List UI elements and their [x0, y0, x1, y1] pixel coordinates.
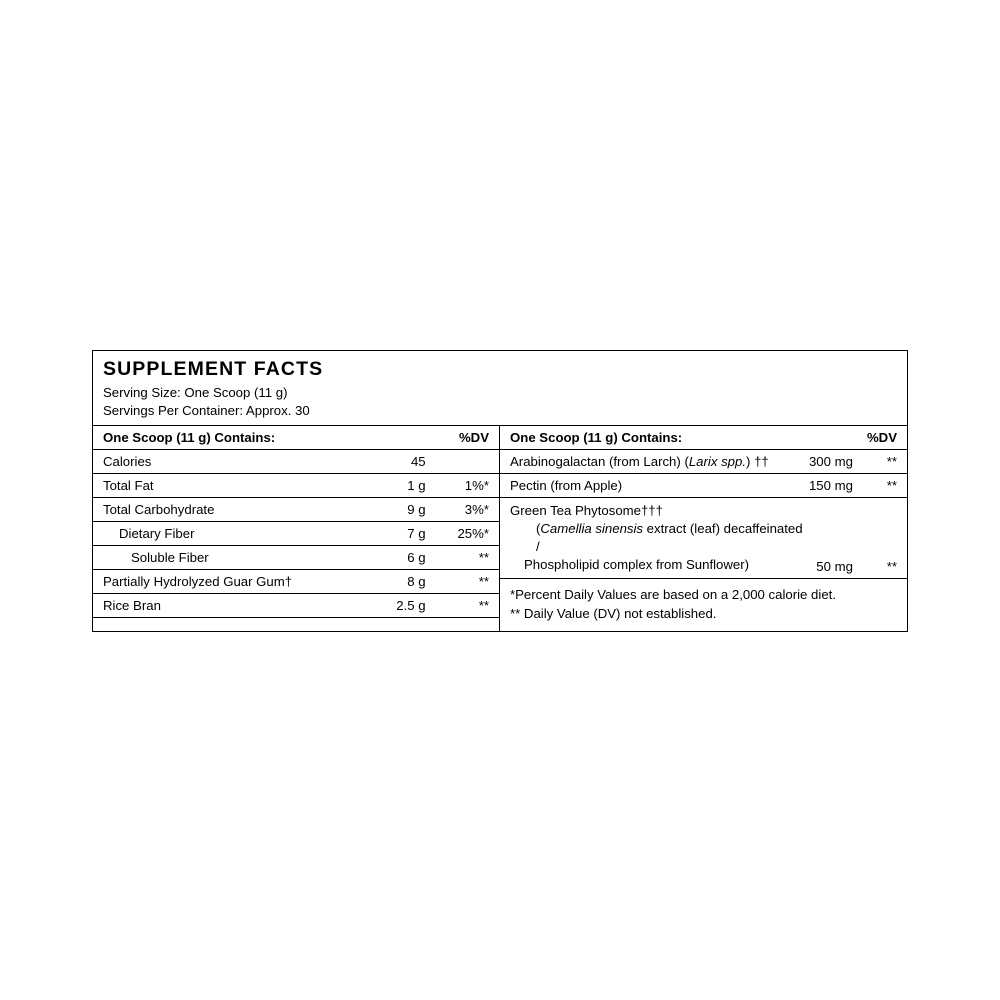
- green-tea-dv: **: [867, 498, 907, 579]
- facts-table-left: [93, 426, 499, 618]
- nutrient-dv: [440, 450, 499, 474]
- nutrient-amount: 8 g: [378, 570, 440, 594]
- green-tea-line2-rest: extract (leaf) decaffeinated /: [536, 521, 803, 555]
- table-row: [500, 450, 907, 474]
- header-dv-label: %DV: [867, 426, 907, 450]
- nutrient-dv: 3%*: [440, 498, 499, 522]
- table-row: [93, 450, 499, 474]
- nutrient-name: Soluble Fiber: [93, 546, 378, 570]
- table-header-row: [500, 426, 907, 450]
- nutrient-name: Total Fat: [93, 474, 378, 498]
- nutrient-amount: 2.5 g: [378, 594, 440, 618]
- table-row: [93, 474, 499, 498]
- footnote-daily-values: *Percent Daily Values are based on a 2,000 calorie diet.: [510, 587, 836, 603]
- ingredient-name-part2: ) ††: [746, 454, 769, 470]
- nutrient-amount: 45: [378, 450, 440, 474]
- table-row: [93, 546, 499, 570]
- header-amount-spacer: [378, 426, 440, 450]
- panel-header: [93, 351, 907, 425]
- header-dv-label: %DV: [440, 426, 499, 450]
- ingredient-name: [500, 450, 809, 474]
- nutrient-amount: 6 g: [378, 546, 440, 570]
- green-tea-amount: 50 mg: [809, 498, 867, 579]
- nutrient-name: Calories: [93, 450, 378, 474]
- footnote-dv-not-established: ** Daily Value (DV) not established.: [510, 606, 717, 622]
- supplement-facts-panel: [92, 350, 908, 632]
- green-tea-line1: Green Tea Phytosome†††: [510, 503, 663, 519]
- footnotes-block: [500, 579, 907, 631]
- ingredient-name-italic: Larix spp.: [688, 454, 747, 470]
- ingredient-amount: 300 mg: [809, 450, 867, 474]
- panel-title: SUPPLEMENT FACTS: [103, 358, 324, 380]
- nutrient-name: Dietary Fiber: [93, 522, 378, 546]
- serving-size: Serving Size: One Scoop (11 g): [103, 385, 288, 401]
- green-tea-paren-open: (: [536, 521, 541, 537]
- header-amount-spacer: [809, 426, 867, 450]
- nutrient-name: Rice Bran: [93, 594, 378, 618]
- nutrient-dv: **: [440, 546, 499, 570]
- nutrient-dv: 25%*: [440, 522, 499, 546]
- ingredient-amount: 150 mg: [809, 474, 867, 498]
- facts-column-right: [500, 426, 907, 631]
- table-row: [500, 474, 907, 498]
- green-tea-botanical: Camellia sinensis: [540, 521, 644, 537]
- nutrient-dv: **: [440, 570, 499, 594]
- servings-per-container: Servings Per Container: Approx. 30: [103, 402, 310, 418]
- table-row: [93, 522, 499, 546]
- ingredient-name-part1: Pectin (from Apple): [510, 478, 623, 494]
- ingredient-dv: **: [867, 474, 907, 498]
- facts-columns: [93, 425, 907, 631]
- header-contains-label: One Scoop (11 g) Contains:: [500, 426, 809, 450]
- table-row: [93, 594, 499, 618]
- nutrient-amount: 7 g: [378, 522, 440, 546]
- table-row-green-tea: [500, 498, 907, 579]
- green-tea-line3: Phospholipid complex from Sunflower): [524, 557, 750, 573]
- header-contains-label: One Scoop (11 g) Contains:: [93, 426, 378, 450]
- nutrient-dv: 1%*: [440, 474, 499, 498]
- ingredient-name-part1: Arabinogalactan (from Larch) (: [510, 454, 689, 470]
- nutrient-name: Partially Hydrolyzed Guar Gum†: [93, 570, 378, 594]
- table-row: [93, 498, 499, 522]
- facts-column-left: [93, 426, 500, 631]
- nutrient-dv: **: [440, 594, 499, 618]
- table-row: [93, 570, 499, 594]
- table-header-row: [93, 426, 499, 450]
- ingredient-dv: **: [867, 450, 907, 474]
- nutrient-amount: 9 g: [378, 498, 440, 522]
- green-tea-line2: [510, 520, 809, 556]
- ingredient-name: [500, 474, 809, 498]
- nutrient-amount: 1 g: [378, 474, 440, 498]
- ingredient-name: [500, 498, 809, 579]
- nutrient-name: Total Carbohydrate: [93, 498, 378, 522]
- facts-table-right: [500, 426, 907, 579]
